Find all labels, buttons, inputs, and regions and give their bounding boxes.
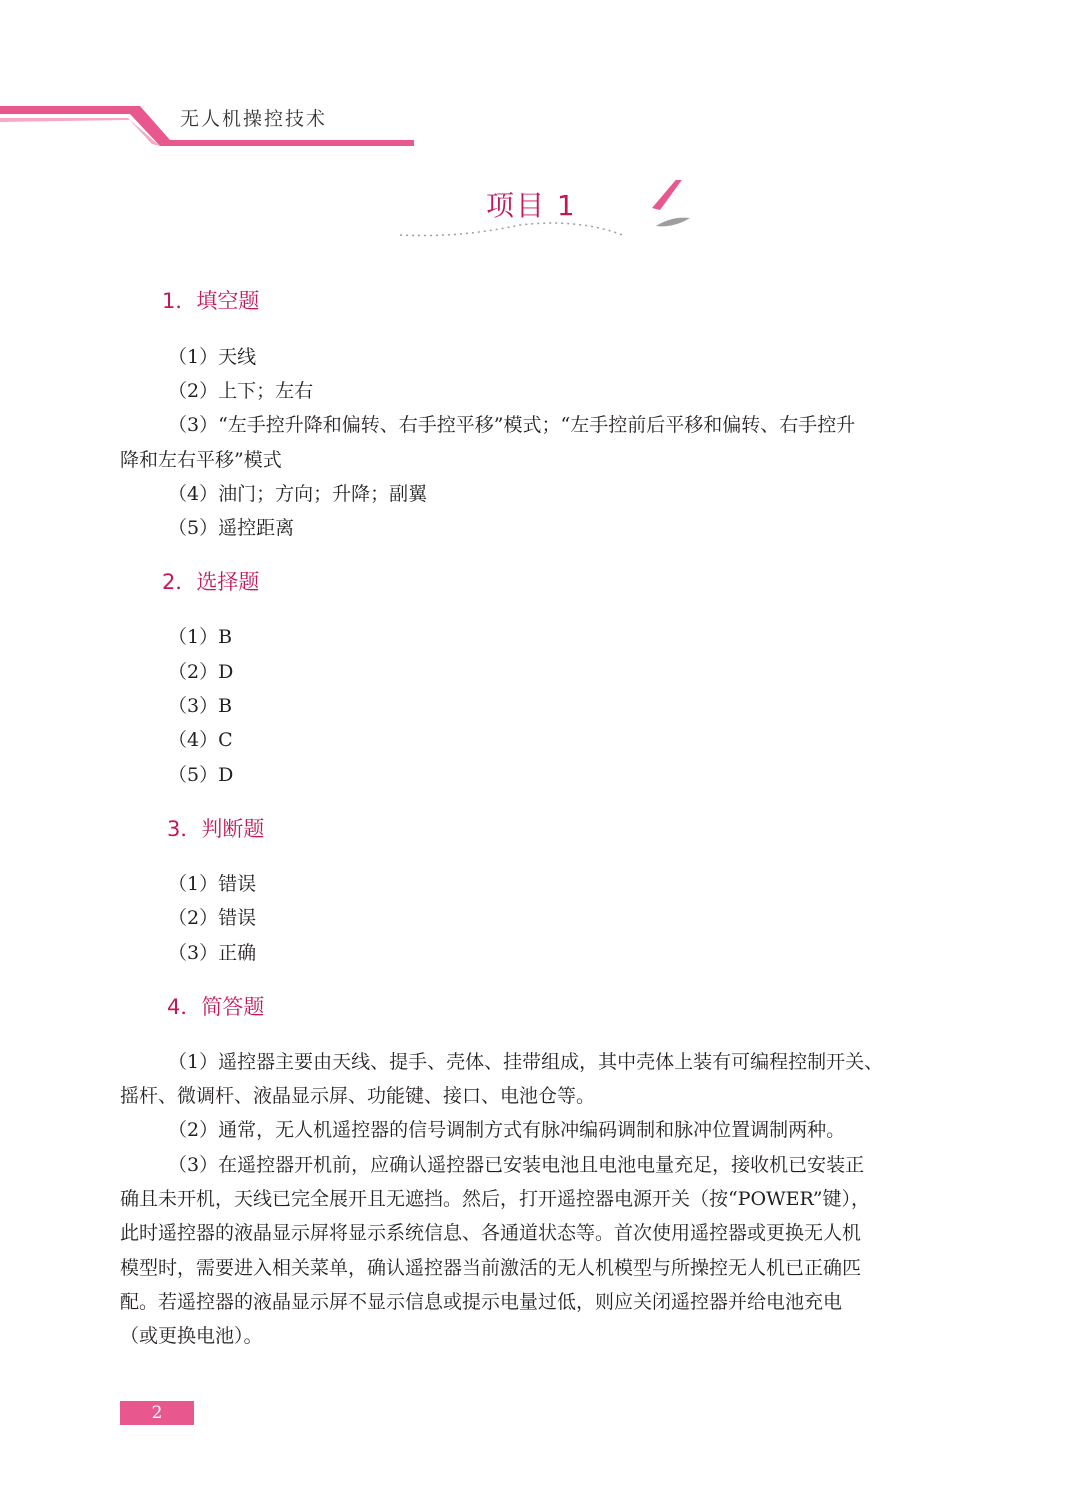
section-heading-true-false: 3．判断题 [167,817,265,841]
answer-line: （1）B [168,626,233,648]
page-header [0,0,1083,160]
answer-line: 模型时，需要进入相关菜单，确认遥控器当前激活的无人机模型与所操控无人机已正确匹 [120,1257,862,1279]
answer-line: 摇杆、微调杆、液晶显示屏、功能键、接口、电池仓等。 [120,1085,596,1107]
section-heading-fill-blank: 1．填空题 [162,289,260,313]
answer-line: （3）“左手控升降和偏转、右手控平移”模式；“左手控前后平移和偏转、右手控升 [168,414,856,436]
page-number: 2 [120,1401,194,1425]
answer-line: （4）油门；方向；升降；副翼 [168,483,428,505]
answer-line: （1）天线 [168,346,257,368]
answer-line: （3）B [168,695,233,717]
answer-line: （1）错误 [168,873,257,895]
section-heading-short-answer: 4．简答题 [167,995,265,1019]
answer-line: （或更换电池）。 [120,1325,263,1347]
answer-line: （4）C [168,729,233,751]
answer-line: （1）遥控器主要由天线、提手、壳体、挂带组成，其中壳体上装有可编程控制开关、 [168,1051,884,1073]
answer-line: （2）上下；左右 [168,380,314,402]
answer-line: （5）D [168,764,234,786]
answer-line: 确且未开机，天线已完全展开且无遮挡。然后，打开遥控器电源开关（按“POWER”键）， [120,1188,870,1210]
answer-line: 此时遥控器的液晶显示屏将显示系统信息、各通道状态等。首次使用遥控器或更换无人机 [120,1222,862,1244]
header-decoration [0,0,1083,160]
answer-line: （3）正确 [168,942,257,964]
section-heading-multiple-choice: 2．选择题 [162,570,260,594]
answer-line: （5）遥控距离 [168,517,295,539]
answer-line: 降和左右平移”模式 [120,449,282,471]
chapter-title: 项目 1 [486,189,577,222]
answer-line: （2）错误 [168,907,257,929]
answer-line: （2）D [168,661,234,683]
book-title: 无人机操控技术 [180,108,328,130]
answer-line: （3）在遥控器开机前，应确认遥控器已安装电池且电池电量充足，接收机已安装正 [168,1154,865,1176]
answer-line: 配。若遥控器的液晶显示屏不显示信息或提示电量过低，则应关闭遥控器并给电池充电 [120,1291,843,1313]
answer-line: （2）通常，无人机遥控器的信号调制方式有脉冲编码调制和脉冲位置调制两种。 [168,1119,846,1141]
